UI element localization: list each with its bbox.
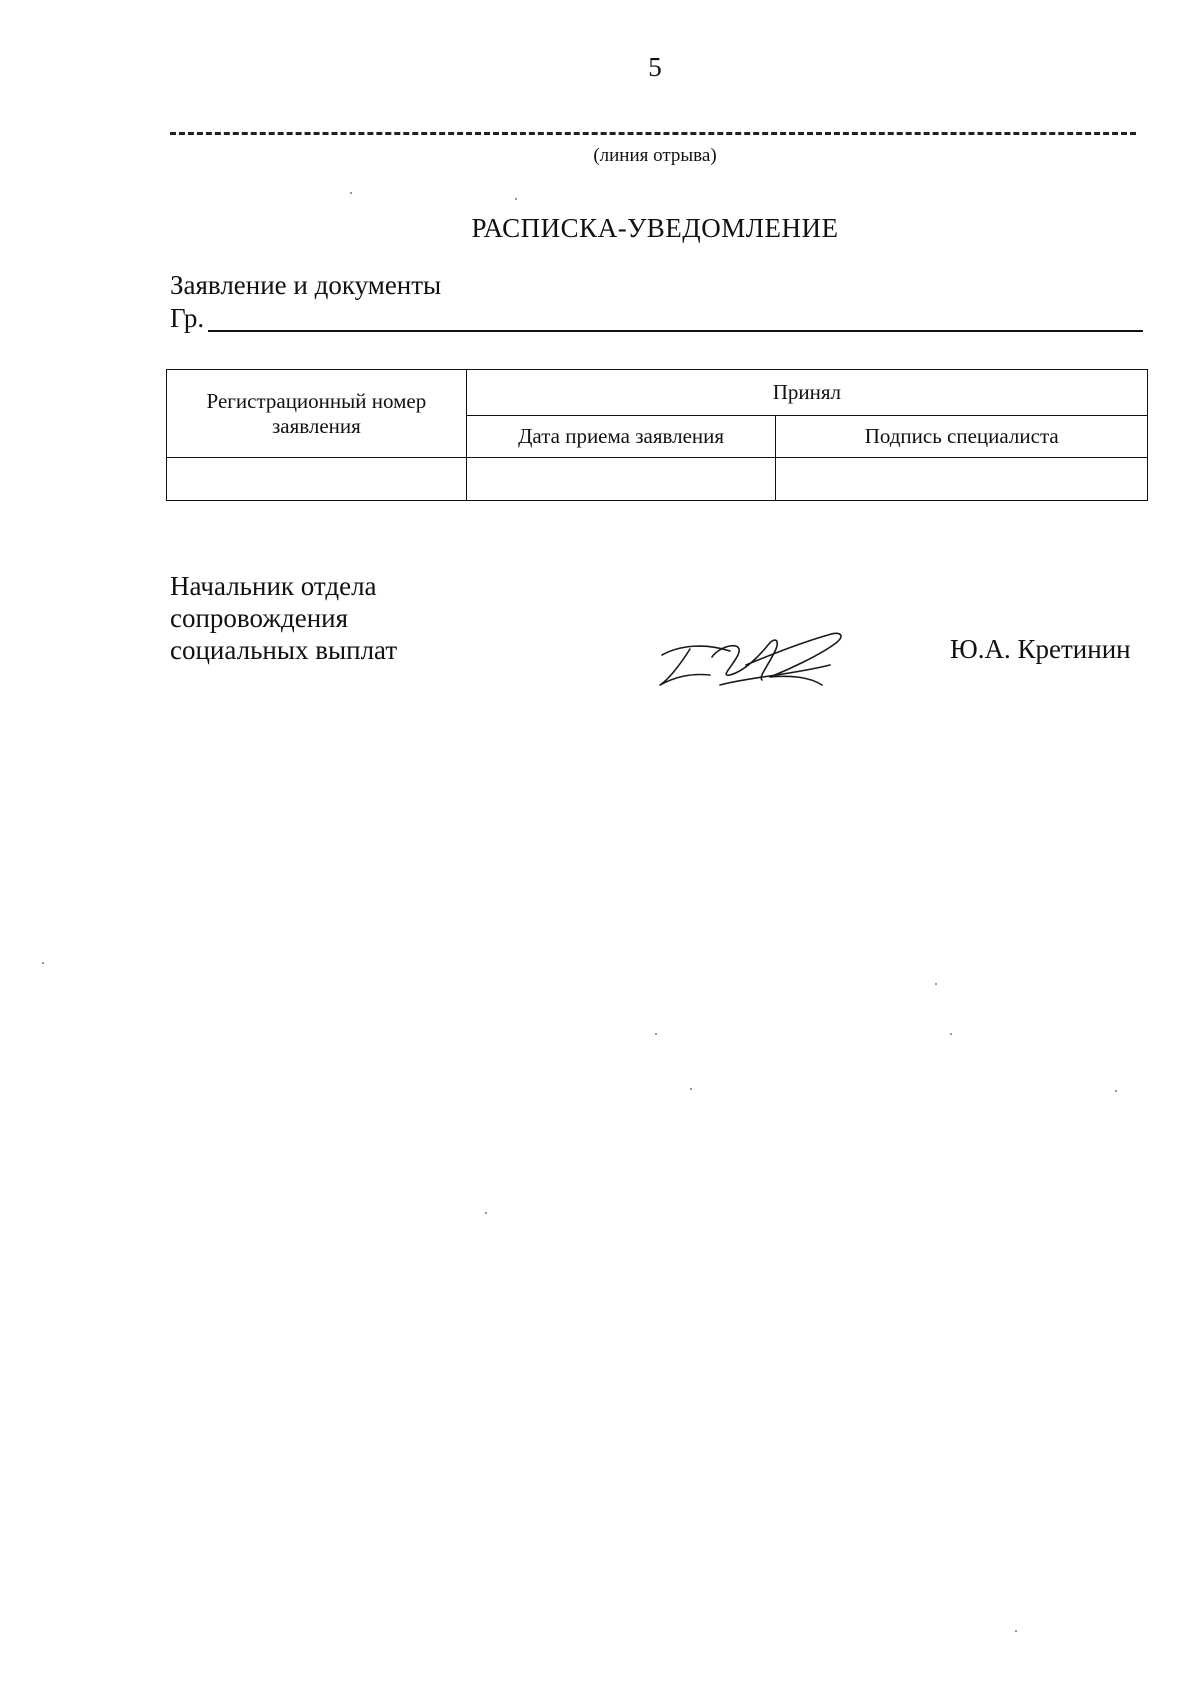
tear-line [170,132,1136,135]
reg-number-header [167,370,467,458]
scan-speck [1115,1090,1117,1092]
signoff-line-1: Начальник отдела [170,571,377,601]
reg-number-header-line1: Регистрационный номер [206,388,427,413]
document-title: РАСПИСКА-УВЕДОМЛЕНИЕ [471,213,839,243]
scan-speck [350,192,352,194]
signoff-line-3: социальных выплат [170,635,398,665]
scan-speck [935,983,937,985]
signoff-line-2: сопровождения [170,603,349,633]
date-header: Дата приема заявления [466,416,776,458]
scan-speck [1015,1630,1017,1632]
tear-line-caption: (линия отрыва) [593,145,717,166]
date-cell[interactable] [466,458,776,501]
table-header-row [167,370,1148,416]
signature-cell[interactable] [776,458,1148,501]
scan-speck [42,962,44,964]
intro-text: Заявление и документы [170,270,442,300]
scan-speck [690,1088,692,1090]
signoff-position [170,570,397,666]
accepted-header: Принял [466,370,1147,416]
scan-speck [950,1033,952,1035]
table-row [167,458,1148,501]
scan-speck [485,1212,487,1214]
scan-speck [655,1033,657,1035]
reg-number-header-line2: заявления [271,413,361,438]
citizen-prefix: Гр. [170,303,205,333]
signer-name: Ю.А. Кретинин [950,634,1131,664]
receipt-table [166,369,1148,501]
scan-speck [515,198,517,200]
signature-header: Подпись специалиста [776,416,1148,458]
reg-number-cell[interactable] [167,458,467,501]
page-number: 5 [648,52,662,82]
handwritten-signature [650,625,860,700]
citizen-name-blank-line[interactable] [208,330,1143,332]
